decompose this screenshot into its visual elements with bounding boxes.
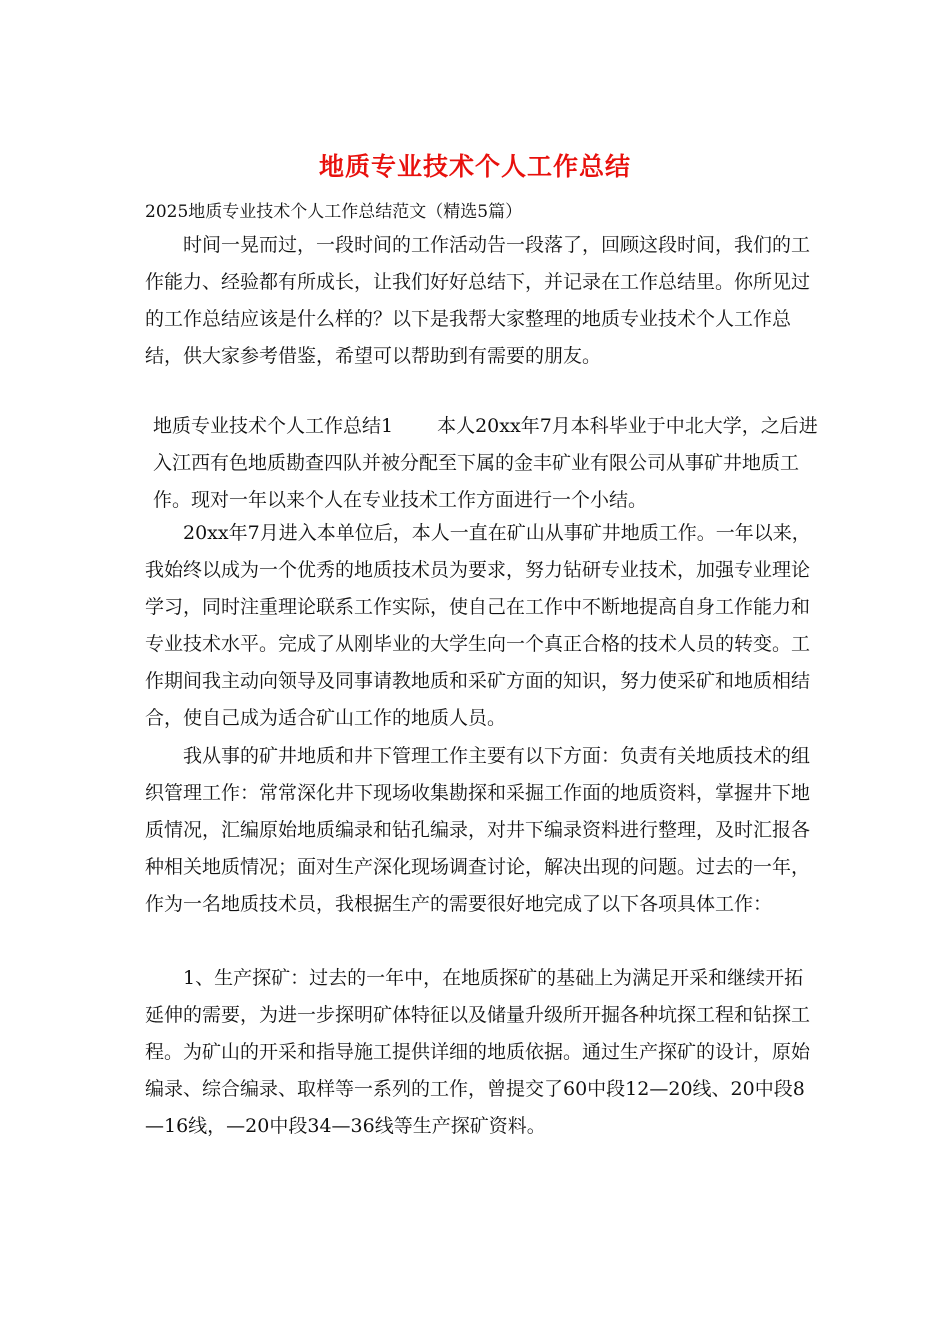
document-subtitle: 2025地质专业技术个人工作总结范文（精选5篇）	[145, 202, 523, 222]
section-1-text: 本人20xx年7月本科毕业于中北大学，之后进入江西有色地质勘查四队并被分配至下属的金丰矿业有限公司从事矿井地质工作。现对一年以来个人在专业技术工作方面进行一个小结。	[153, 415, 818, 511]
section-1-heading: 地质专业技术个人工作总结1	[153, 415, 394, 437]
body-paragraph-4: 1、生产探矿：过去的一年中，在地质探矿的基础上为满足开采和继续开拓延伸的需要，为进一步探明矿体特征以及储量升级所开掘各种坑探工程和钻探工程。为矿山的开采和指导施工提供详细的地质依据。通过生产探矿的设计，原始编录、综合编录、取样等一系列的工作，曾提交了60中段12—20线、20中段8—16线，—20中段34—36线等生产探矿资料。	[145, 967, 811, 1137]
body-paragraph-2: 20xx年7月进入本单位后，本人一直在矿山从事矿井地质工作。一年以来，我始终以成为一个优秀的地质技术员为要求，努力钻研专业技术，加强专业理论学习，同时注重理论联系工作实际，使自己在工作中不断地提高自身工作能力和专业技术水平。完成了从刚毕业的大学生向一个真正合格的技术人员的转变。工作期间我主动向领导及同事请教地质和采矿方面的知识，努力使采矿和地质相结合，使自己成为适合矿山工作的地质人员。	[145, 522, 811, 729]
body-paragraph-3: 我从事的矿井地质和井下管理工作主要有以下方面：负责有关地质技术的组织管理工作：常常深化井下现场收集勘探和采掘工作面的地质资料，掌握井下地质情况，汇编原始地质编录和钻孔编录，对井下编录资料进行整理，及时汇报各种相关地质情况；面对生产深化现场调查讨论，解决出现的问题。过去的一年，作为一名地质技术员，我根据生产的需要很好地完成了以下各项具体工作：	[145, 745, 811, 915]
section-1-paragraph	[145, 408, 821, 519]
document-title: 地质专业技术个人工作总结	[318, 152, 631, 181]
intro-paragraph: 时间一晃而过，一段时间的工作活动告一段落了，回顾这段时间，我们的工作能力、经验都有所成长，让我们好好总结下，并记录在工作总结里。你所见过的工作总结应该是什么样的？以下是我帮大家整理的地质专业技术个人工作总结，供大家参考借鉴，希望可以帮助到有需要的朋友。	[145, 234, 811, 367]
